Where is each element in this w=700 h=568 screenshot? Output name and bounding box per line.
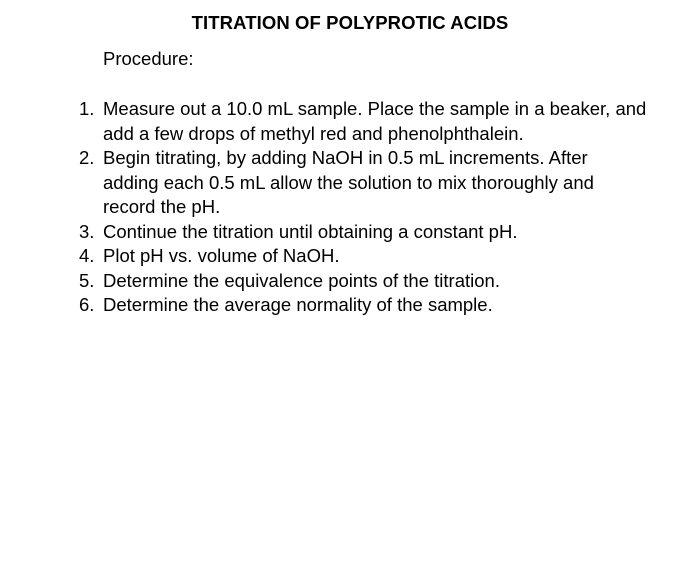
step-text: Determine the average normality of the sample. — [103, 294, 493, 315]
step-text: Determine the equivalence points of the titration. — [103, 269, 500, 291]
step-text: Measure out a 10.0 mL sample. Place the sample in a beaker, and add a few drops of methyl red and phenolphthalein. — [103, 98, 647, 144]
step-text: Plot pH vs. volume of NaOH. — [103, 245, 340, 266]
step-number: 1. — [79, 98, 95, 119]
step-number: 5. — [79, 269, 95, 291]
procedure-steps-list — [0, 97, 700, 318]
procedure-step — [0, 97, 648, 146]
step-text: Continue the titration until obtaining a constant pH. — [103, 220, 518, 242]
step-number: 3. — [79, 220, 95, 242]
step-text: Begin titrating, by adding NaOH in 0.5 mL increments. After adding each 0.5 mL allow the solution to mix thoroughly and record the pH. — [103, 147, 594, 217]
procedure-step — [0, 146, 648, 220]
section-label: Procedure: — [103, 48, 194, 69]
procedure-step — [0, 269, 648, 294]
procedure-step — [0, 244, 648, 269]
page-title: TITRATION OF POLYPROTIC ACIDS — [191, 12, 509, 33]
procedure-step — [0, 293, 648, 318]
step-number: 2. — [79, 147, 95, 168]
step-number: 4. — [79, 245, 95, 266]
step-number: 6. — [79, 294, 95, 315]
procedure-step — [0, 220, 648, 245]
